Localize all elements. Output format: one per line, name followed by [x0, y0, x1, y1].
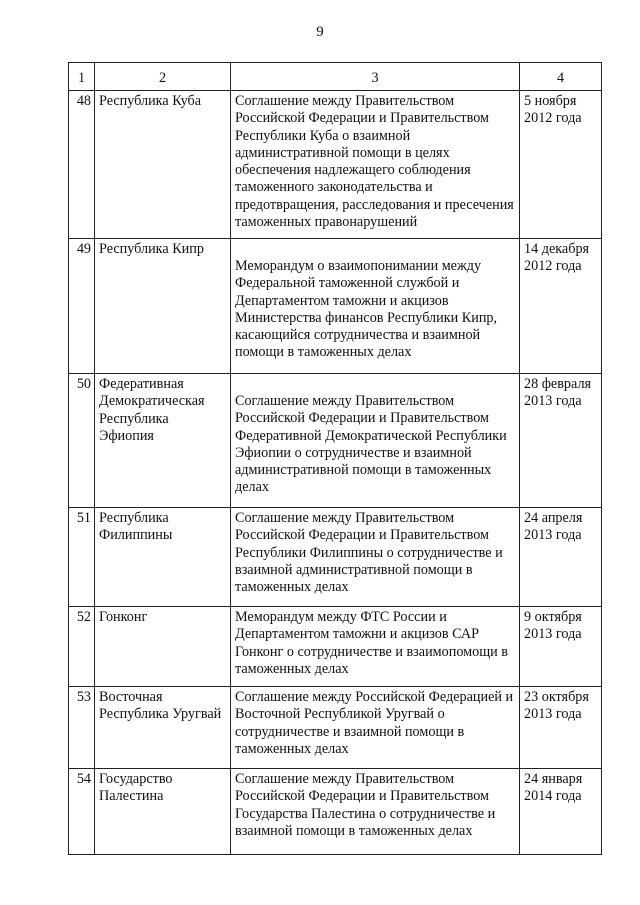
date-cell: 9 октября 2013 года — [520, 607, 602, 687]
agreements-table — [68, 62, 602, 855]
agreement-cell: Соглашение между Российской Федерацией и Восточной Республикой Уругвай о сотрудничестве и взаимной помощи в таможенных делах — [231, 687, 520, 769]
header-col-2: 2 — [95, 63, 231, 91]
table-row — [69, 239, 602, 374]
country-cell: Федеративная Демократическая Республика Эфиопия — [95, 374, 231, 508]
row-number: 51 — [69, 508, 95, 607]
table-row — [69, 374, 602, 508]
row-number: 50 — [69, 374, 95, 508]
row-number: 54 — [69, 769, 95, 855]
date-cell: 24 января 2014 года — [520, 769, 602, 855]
country-cell: Гонконг — [95, 607, 231, 687]
country-cell: Республика Куба — [95, 91, 231, 239]
header-col-4: 4 — [520, 63, 602, 91]
date-cell: 24 апреля 2013 года — [520, 508, 602, 607]
page-number: 9 — [316, 24, 324, 40]
date-cell: 5 ноября 2012 года — [520, 91, 602, 239]
table-header-row — [69, 63, 602, 91]
country-cell: Республика Филиппины — [95, 508, 231, 607]
table-row — [69, 91, 602, 239]
header-col-3: 3 — [231, 63, 520, 91]
date-cell: 23 октября 2013 года — [520, 687, 602, 769]
row-number: 53 — [69, 687, 95, 769]
table-row — [69, 687, 602, 769]
agreement-cell: Соглашение между Правительством Российской Федерации и Правительством Федеративной Демократической Республики Эфиопии о сотрудничестве и взаимной административной помощи в таможенных делах — [231, 374, 520, 508]
row-number: 52 — [69, 607, 95, 687]
agreement-cell: Меморандум о взаимопонимании между Федеральной таможенной службой и Департаментом таможни и акцизов Министерства финансов Республики Кипр, касающийся сотрудничества и взаимной помощи в таможенных делах — [231, 239, 520, 374]
country-cell: Государство Палестина — [95, 769, 231, 855]
country-cell: Республика Кипр — [95, 239, 231, 374]
row-number: 49 — [69, 239, 95, 374]
date-cell: 14 декабря 2012 года — [520, 239, 602, 374]
header-col-1: 1 — [69, 63, 95, 91]
agreement-cell: Соглашение между Правительством Российской Федерации и Правительством Республики Куба о взаимной административной помощи в целях обеспечения надлежащего соблюдения таможенного законодательства и предотвращения, расследования и пресечения таможенных правонарушений — [231, 91, 520, 239]
table-row — [69, 508, 602, 607]
agreement-cell: Соглашение между Правительством Российской Федерации и Правительством Государства Палестина о сотрудничестве и взаимной помощи в таможенных делах — [231, 769, 520, 855]
country-cell: Восточная Республика Уругвай — [95, 687, 231, 769]
date-cell: 28 февраля 2013 года — [520, 374, 602, 508]
table-row — [69, 769, 602, 855]
row-number: 48 — [69, 91, 95, 239]
agreement-cell: Соглашение между Правительством Российской Федерации и Правительством Республики Филиппины о сотрудничестве и взаимной административной помощи в таможенных делах — [231, 508, 520, 607]
table-row — [69, 607, 602, 687]
agreement-cell: Меморандум между ФТС России и Департаментом таможни и акцизов САР Гонконг о сотрудничестве и взаимопомощи в таможенных делах — [231, 607, 520, 687]
